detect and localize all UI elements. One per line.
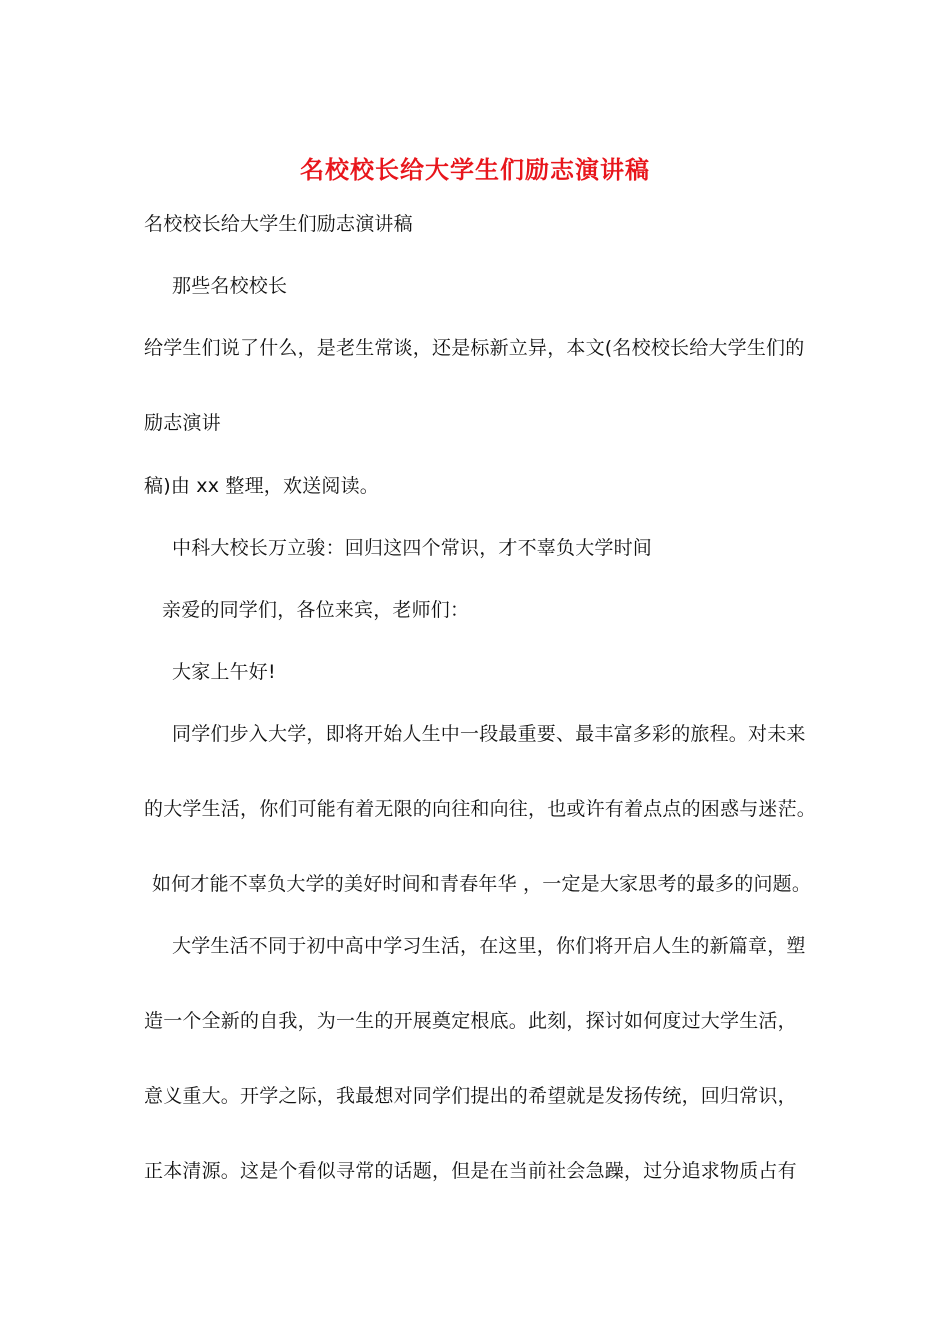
- text-line: 中科大校长万立骏：回归这四个常识，才不辜负大学时间: [172, 537, 653, 559]
- text-line: 如何才能不辜负大学的美好时间和青春年华 ，一定是大家思考的最多的问题。: [152, 873, 812, 895]
- text-line: 那些名校校长: [172, 275, 288, 297]
- text-line: 稿)由 xx 整理，欢送阅读。: [144, 475, 379, 497]
- text-line: 名校校长给大学生们励志演讲稿: [144, 213, 413, 235]
- document-title: 名校校长给大学生们励志演讲稿: [300, 155, 650, 184]
- text-line: 的大学生活，你们可能有着无限的向往和向往，也或许有着点点的困惑与迷茫。: [144, 798, 817, 820]
- text-line: 给学生们说了什么，是老生常谈，还是标新立异，本文(名校校长给大学生们的: [144, 337, 805, 359]
- text-line: 亲爱的同学们，各位来宾，老师们：: [162, 599, 470, 621]
- text-line: 大学生活不同于初中高中学习生活，在这里，你们将开启人生的新篇章，塑: [172, 935, 806, 957]
- text-line: 励志演讲: [144, 412, 221, 434]
- text-line: 同学们步入大学，即将开始人生中一段最重要、最丰富多彩的旅程。对未来: [172, 723, 806, 745]
- text-line: 正本清源。这是个看似寻常的话题，但是在当前社会急躁，过分追求物质占有: [144, 1160, 797, 1182]
- text-line: 大家上午好!: [172, 661, 276, 683]
- text-line: 造一个全新的自我，为一生的开展奠定根底。此刻，探讨如何度过大学生活，: [144, 1010, 797, 1032]
- text-line: 意义重大。开学之际，我最想对同学们提出的希望就是发扬传统，回归常识，: [144, 1085, 797, 1107]
